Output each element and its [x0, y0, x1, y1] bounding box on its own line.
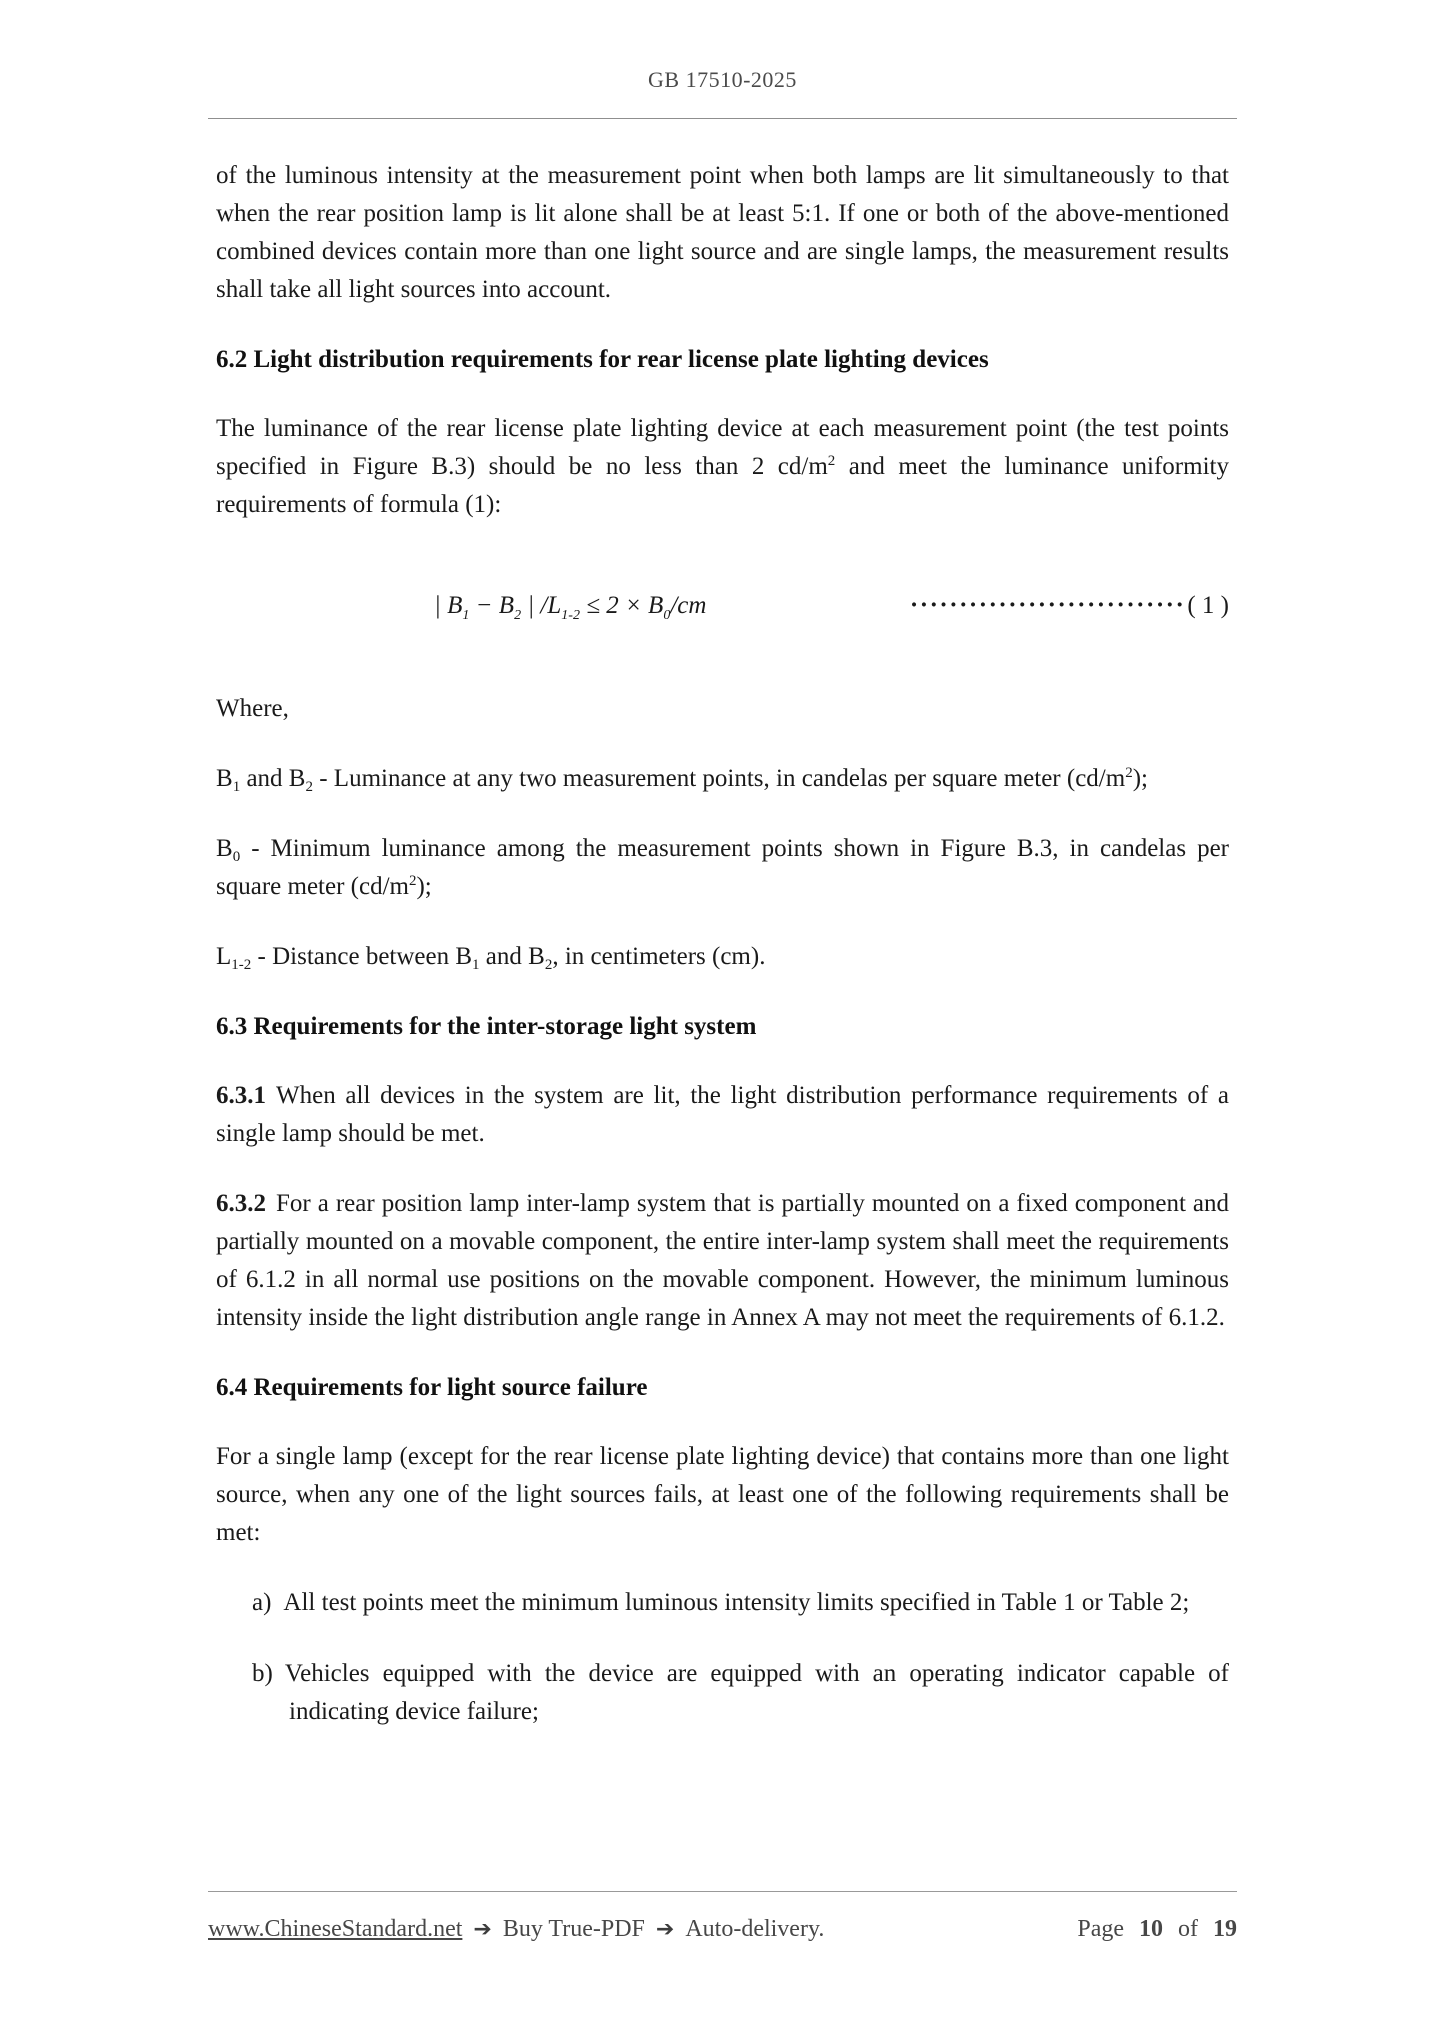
list-item-b	[216, 1655, 1229, 1731]
arrow-right-icon: ➔	[655, 1917, 675, 1942]
footer-link[interactable]: www.ChineseStandard.net	[208, 1916, 463, 1942]
list-item-label: b)	[252, 1660, 273, 1687]
definition-fragment: B	[216, 765, 233, 792]
paragraph-intro: of the luminous intensity at the measurement point when both lamps are lit simultaneously to that when the rear position lamp is lit alone shall be at least 5:1. If one or both of the above-mentioned combined devices contain more than one light source and are single lamps, the measurement results shall take all light sources into account.	[216, 162, 1229, 303]
definition-fragment: - Luminance at any two measurement points, in candelas per square meter (cd/m	[312, 765, 1126, 792]
formula-leader-dots: ····························	[909, 592, 1186, 619]
page-number-total: 19	[1213, 1916, 1237, 1942]
definition-fragment: and B	[479, 943, 545, 970]
formula-1	[216, 586, 1229, 626]
clause-number: 6.3.1	[216, 1082, 266, 1109]
subscript: 0	[232, 849, 241, 865]
section-6-2-heading: 6.2 Light distribution requirements for rear license plate lighting devices	[216, 346, 989, 373]
definition-l1-2	[216, 938, 1229, 976]
definition-fragment: L	[216, 943, 232, 970]
superscript: 2	[408, 873, 417, 889]
subscript: 2	[544, 957, 553, 973]
section-6-4-heading: 6.4 Requirements for light source failure	[216, 1374, 648, 1401]
subscript: 1-2	[561, 608, 580, 623]
document-header-title: GB 17510-2025	[648, 67, 797, 92]
formula-fragment: /cm	[670, 592, 707, 619]
definition-fragment: B	[216, 835, 233, 862]
document-content	[216, 157, 1229, 1731]
paragraph-6-4-body: For a single lamp (except for the rear license plate lighting device) that contains more than one light source, when any one of the light sources fails, at least one of the following requirements shall be met:	[216, 1443, 1229, 1546]
list-item-a	[216, 1584, 1229, 1622]
page-footer	[208, 1891, 1237, 1943]
page-indicator	[1077, 1916, 1237, 1943]
definition-fragment: );	[1132, 765, 1148, 792]
arrow-right-icon: ➔	[473, 1917, 492, 1942]
formula-fragment: | B	[434, 592, 463, 619]
definition-b1-b2	[216, 760, 1229, 798]
list-item-text: All test points meet the minimum luminous intensity limits specified in Table 1 or Table 2;	[283, 1589, 1190, 1616]
definition-fragment: );	[416, 873, 432, 900]
definition-b0	[216, 830, 1229, 906]
clause-text: When all devices in the system are lit, the light distribution performance requirements of a single lamp should be met.	[216, 1082, 1229, 1147]
formula-fragment: − B	[469, 592, 515, 619]
list-item-text: Vehicles equipped with the device are equipped with an operating indicator capable of indicating device failure;	[284, 1660, 1229, 1725]
formula-fragment: | /L	[521, 592, 562, 619]
subscript: 1	[462, 608, 470, 623]
footer-delivery-text: Auto-delivery.	[685, 1916, 825, 1942]
clause-6-3-2	[216, 1185, 1229, 1337]
subscript: 1-2	[231, 957, 252, 973]
superscript: 2	[1125, 765, 1133, 781]
paragraph-6-2-text-post: and meet the luminance uniformity requirements of formula (1):	[216, 453, 1229, 518]
footer-buy-text: Buy True-PDF	[502, 1916, 645, 1942]
definition-fragment: and B	[240, 765, 306, 792]
header-rule	[208, 118, 1237, 119]
formula-expression	[434, 586, 706, 626]
footer-left	[208, 1916, 824, 1943]
clause-6-3-1	[216, 1077, 1229, 1153]
subscript: 1	[232, 779, 241, 795]
definition-fragment: - Minimum luminance among the measurement points shown in Figure B.3, in candelas per square meter (cd/m	[216, 835, 1229, 900]
subscript: 0	[663, 608, 671, 623]
formula-number: ( 1 )	[1187, 592, 1229, 619]
page-number-current: 10	[1139, 1916, 1163, 1942]
formula-fragment: ≤ 2 × B	[579, 592, 664, 619]
clause-number: 6.3.2	[216, 1190, 266, 1217]
paragraph-6-2-text-pre: The luminance of the rear license plate lighting device at each measurement point (the test points specified in Figure B.3) should be no less than 2 cd/m	[216, 415, 1229, 480]
of-label: of	[1178, 1916, 1198, 1942]
subscript: 2	[305, 779, 313, 795]
subscript: 1	[472, 957, 480, 973]
list-item-label: a)	[252, 1589, 272, 1616]
section-6-3-heading: 6.3 Requirements for the inter-storage light system	[216, 1013, 757, 1040]
subscript: 2	[514, 608, 522, 623]
where-label: Where,	[216, 695, 289, 722]
definition-fragment: , in centimeters (cm).	[552, 943, 766, 970]
definition-fragment: - Distance between B	[251, 943, 473, 970]
page-label: Page	[1077, 1916, 1124, 1942]
clause-text: For a rear position lamp inter-lamp system that is partially mounted on a fixed component and partially mounted on a movable component, the entire inter-lamp system shall meet the requirements of 6.1.2 in all normal use positions on the movable component. However, the minimum luminous intensity inside the light distribution angle range in Annex A may not meet the requirements of 6.1.2.	[216, 1190, 1229, 1331]
superscript: 2	[827, 453, 836, 469]
paragraph-6-2-body	[216, 410, 1229, 524]
